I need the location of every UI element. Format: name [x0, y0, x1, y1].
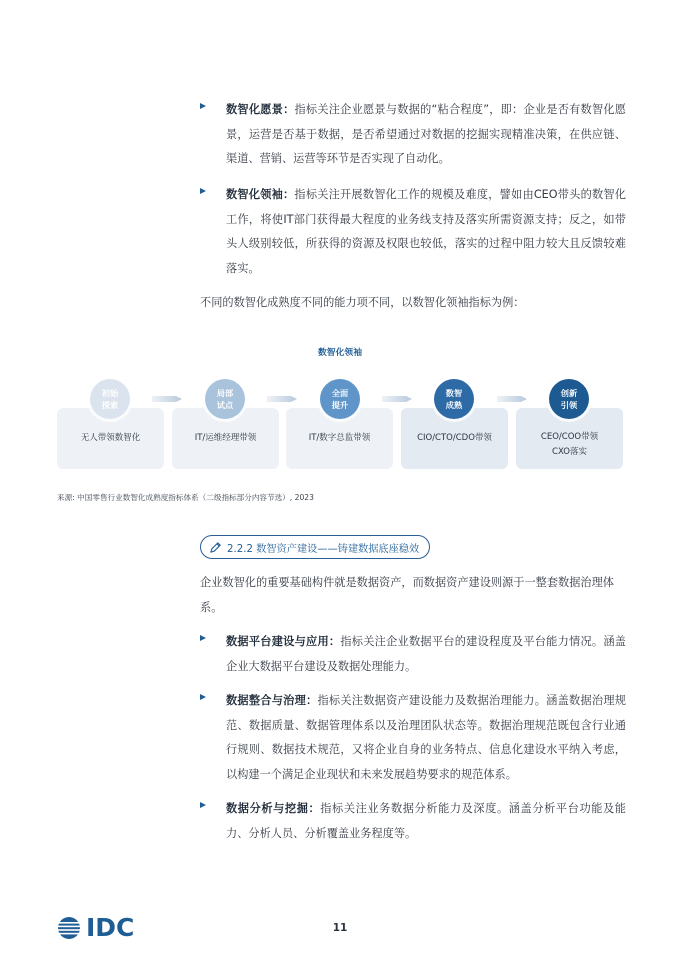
- stage-circle-line1: 局部: [216, 388, 234, 398]
- stage-circle: [90, 379, 130, 419]
- bullet-arrow-icon: [200, 635, 206, 641]
- stage-label-second-line: CXO落实: [552, 447, 587, 457]
- intro-paragraph: 不同的数智化成熟度不同的能力项不同，以数智化领袖指标为例：: [200, 296, 525, 309]
- bullet-body: 指标关注企业愿景与数据的“粘合程度”，即：企业是否有数智化愿景，运营是否基于数据，是否希望通过对数据的挖掘实现精准决策，在供应链、渠道、营销、运营等环节是否实现了自动化。: [226, 103, 626, 165]
- bullet-title: 数据分析与挖掘：: [226, 802, 321, 815]
- bullet-title: 数智化领袖：: [226, 188, 295, 201]
- bullet-arrow-icon: [200, 694, 206, 700]
- bullet-arrow-icon: [200, 103, 206, 109]
- section-intro: 企业数智化的重要基础构件就是数据资产，而数据资产建设则源于一整套数据治理体系。: [200, 576, 614, 614]
- stage-label: IT/数字总监带领: [308, 433, 371, 443]
- bullet-item: [200, 98, 626, 172]
- bullet-body: 指标关注数据资产建设能力及数据治理能力。涵盖数据治理规范、数据质量、数据管理体系以及治理团队状态等。数据治理规范既包含行业通行规则、数据技术规范，又将企业自身的业务特点、信息化建设水平纳入考虑，以构建一个满足企业现状和未来发展趋势要求的规范体系。: [226, 694, 626, 781]
- bullet-body: 指标关注企业数据平台的建设程度及平台能力情况。涵盖企业大数据平台建设及数据处理能力。: [226, 635, 626, 673]
- stage-circle: [320, 379, 360, 419]
- bullet-arrow-icon: [200, 802, 206, 808]
- bullet-item: [200, 689, 626, 787]
- bullet-title: 数据平台建设与应用：: [226, 635, 341, 648]
- bullet-arrow-icon: [200, 188, 206, 194]
- bullet-body: 指标关注开展数智化工作的规模及难度，譬如由CEO带头的数智化工作，将使IT部门获得最大程度的业务线支持及落实所需资源支持；反之，如带头人级别较低，所获得的资源及权限也较低，落实的过程中阻力较大且反馈较难落实。: [226, 188, 626, 275]
- bullet-title: 数据整合与治理：: [226, 694, 318, 707]
- bullet-body: 指标关注业务数据分析能力及深度。涵盖分析平台功能及能力、分析人员、分析覆盖业务程度等。: [226, 802, 626, 840]
- stage-label: CIO/CTO/CDO带领: [417, 433, 492, 443]
- page-number: 11: [332, 922, 348, 934]
- bullet-item: [200, 630, 626, 679]
- arrow-right-icon: [497, 395, 527, 403]
- stage-circle-line1: 全面: [331, 388, 349, 398]
- section-heading: [200, 535, 430, 559]
- stage-circle-line2: 提升: [331, 400, 349, 410]
- section-title: 2.2.2 数智资产建设——铸建数据底座稳效: [227, 543, 420, 555]
- stage-circle-line1: 初始: [101, 388, 119, 398]
- arrow-right-icon: [267, 395, 297, 403]
- stage-circle-line2: 试点: [216, 400, 234, 410]
- arrow-right-icon: [152, 395, 182, 403]
- stage-circle-line1: 创新: [560, 388, 578, 398]
- pencil-icon: [209, 541, 222, 554]
- stage-circle-line1: 数智: [445, 388, 463, 398]
- source-note: 来源: 中国零售行业数智化成熟度指标体系（二级指标部分内容节选）, 2023: [57, 493, 314, 502]
- bullet-item: [200, 797, 626, 846]
- bullet-title: 数智化愿景：: [226, 103, 295, 116]
- stage-circle-line2: 成熟: [445, 400, 463, 410]
- stage-circle-line2: 引领: [560, 400, 578, 410]
- stage-label: 无人带领数智化: [80, 433, 141, 443]
- arrow-right-icon: [382, 395, 412, 403]
- stage-circle: [549, 379, 589, 419]
- diagram-title: 数智化领袖: [318, 348, 362, 358]
- stage-label: CEO/COO带领: [540, 432, 599, 442]
- stage-circle: [205, 379, 245, 419]
- bullet-item: [200, 183, 626, 281]
- stage-label: IT/运维经理带领: [194, 433, 257, 443]
- stage-circle: [434, 379, 474, 419]
- logo-text: IDC: [86, 913, 135, 942]
- stage-circle-line2: 探索: [101, 400, 119, 410]
